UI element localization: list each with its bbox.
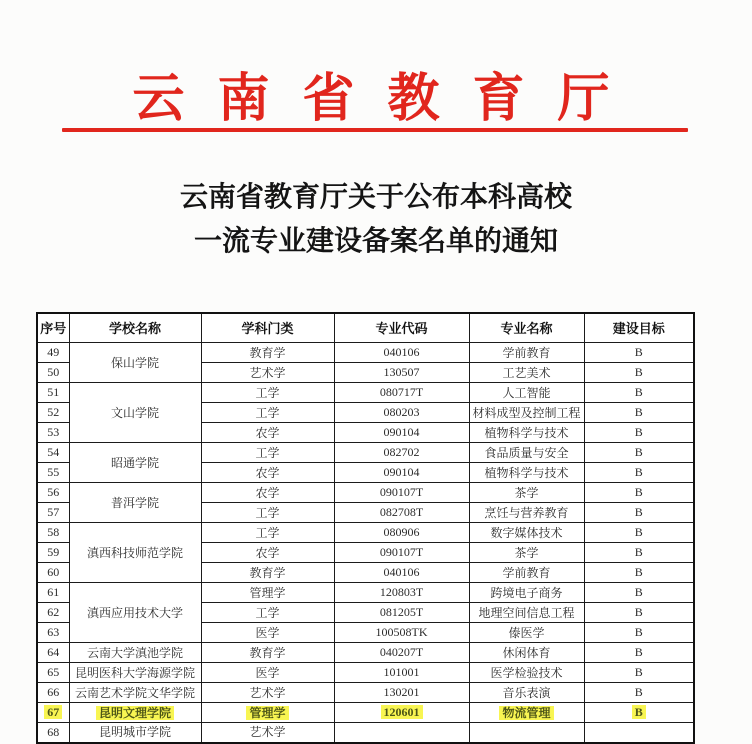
row-no-cell bbox=[37, 442, 69, 462]
category-cell-text: 医学 bbox=[255, 625, 280, 640]
major-name-cell-text: 学前教育 bbox=[502, 565, 551, 580]
major-name-cell-text: 学前教育 bbox=[502, 345, 551, 360]
table-row bbox=[37, 662, 694, 682]
header-major-name: 专业名称 bbox=[469, 313, 584, 342]
target-cell-text: B bbox=[634, 604, 643, 619]
major-name-cell-text: 音乐表演 bbox=[502, 685, 551, 700]
major-name-cell bbox=[469, 582, 584, 602]
category-cell-text: 工学 bbox=[255, 445, 280, 460]
category-cell-text: 农学 bbox=[255, 465, 280, 480]
category-cell bbox=[201, 562, 334, 582]
category-cell-text: 工学 bbox=[255, 405, 280, 420]
school-cell bbox=[69, 482, 201, 522]
row-no-cell-text: 55 bbox=[47, 464, 60, 479]
target-cell bbox=[584, 702, 694, 722]
row-no-cell-text: 53 bbox=[47, 424, 60, 439]
row-no-cell-text: 56 bbox=[47, 484, 60, 499]
school-cell bbox=[69, 442, 201, 482]
code-cell bbox=[334, 542, 469, 562]
target-cell-text: B bbox=[634, 524, 643, 539]
table-row bbox=[37, 382, 694, 402]
header-no: 序号 bbox=[37, 313, 69, 342]
category-cell bbox=[201, 502, 334, 522]
row-no-cell-text: 60 bbox=[47, 564, 60, 579]
target-cell-text: B bbox=[634, 344, 643, 359]
target-cell-text: B bbox=[634, 404, 643, 419]
category-cell-text: 农学 bbox=[255, 485, 280, 500]
category-cell-text: 艺术学 bbox=[249, 365, 286, 380]
table-row bbox=[37, 442, 694, 462]
category-cell bbox=[201, 422, 334, 442]
target-cell bbox=[584, 562, 694, 582]
row-no-cell bbox=[37, 622, 69, 642]
row-no-cell-text: 50 bbox=[47, 364, 60, 379]
category-cell-text: 教育学 bbox=[249, 345, 286, 360]
major-name-cell bbox=[469, 562, 584, 582]
school-cell-text: 云南大学滇池学院 bbox=[86, 645, 183, 660]
code-cell bbox=[334, 402, 469, 422]
row-no-cell-text: 51 bbox=[47, 384, 60, 399]
major-name-cell bbox=[469, 722, 584, 743]
target-cell-text: B bbox=[634, 584, 643, 599]
category-cell bbox=[201, 382, 334, 402]
major-name-cell-text: 植物科学与技术 bbox=[484, 465, 569, 480]
target-cell bbox=[584, 642, 694, 662]
code-cell bbox=[334, 342, 469, 362]
major-name-cell bbox=[469, 502, 584, 522]
code-cell bbox=[334, 702, 469, 722]
target-cell-text: B bbox=[634, 564, 643, 579]
row-no-cell-text: 57 bbox=[47, 504, 60, 519]
row-no-cell bbox=[37, 502, 69, 522]
school-cell-text: 昆明医科大学海源学院 bbox=[74, 665, 195, 680]
agency-header-title: 云 南 省 教 育 厅 bbox=[132, 71, 620, 128]
category-cell-text: 农学 bbox=[255, 545, 280, 560]
category-cell-text: 工学 bbox=[255, 505, 280, 520]
code-cell-text: 040106 bbox=[383, 564, 420, 579]
target-cell bbox=[584, 582, 694, 602]
category-cell-text: 管理学 bbox=[249, 585, 286, 600]
category-cell-text: 工学 bbox=[255, 525, 280, 540]
notice-title bbox=[0, 176, 752, 264]
table-row bbox=[37, 342, 694, 362]
target-cell-text: B bbox=[634, 544, 643, 559]
row-no-cell bbox=[37, 662, 69, 682]
major-name-cell-text: 材料成型及控制工程 bbox=[472, 405, 581, 420]
code-cell bbox=[334, 442, 469, 462]
code-cell-text: 082708T bbox=[379, 504, 424, 519]
row-no-cell bbox=[37, 722, 69, 743]
school-cell bbox=[69, 702, 201, 722]
major-name-cell-text: 食品质量与安全 bbox=[484, 445, 569, 460]
major-name-cell bbox=[469, 682, 584, 702]
target-cell bbox=[584, 442, 694, 462]
major-name-cell bbox=[469, 362, 584, 382]
table-row bbox=[37, 582, 694, 602]
row-no-cell-text: 52 bbox=[47, 404, 60, 419]
category-cell-text: 工学 bbox=[255, 385, 280, 400]
major-name-cell-text: 工艺美术 bbox=[502, 365, 551, 380]
code-cell bbox=[334, 662, 469, 682]
target-cell bbox=[584, 462, 694, 482]
row-no-cell-text: 63 bbox=[47, 624, 60, 639]
major-name-cell bbox=[469, 462, 584, 482]
code-cell bbox=[334, 562, 469, 582]
major-name-cell-text: 烹饪与营养教育 bbox=[484, 505, 569, 520]
category-cell bbox=[201, 362, 334, 382]
target-cell bbox=[584, 522, 694, 542]
target-cell bbox=[584, 602, 694, 622]
major-name-cell bbox=[469, 422, 584, 442]
target-cell bbox=[584, 682, 694, 702]
category-cell bbox=[201, 522, 334, 542]
row-no-cell bbox=[37, 702, 69, 722]
table-row bbox=[37, 682, 694, 702]
code-cell-text: 090104 bbox=[383, 424, 420, 439]
school-cell bbox=[69, 382, 201, 442]
target-cell-text: B bbox=[634, 684, 643, 699]
major-name-cell bbox=[469, 482, 584, 502]
school-cell-text: 昆明文理学院 bbox=[96, 706, 174, 720]
row-no-cell bbox=[37, 342, 69, 362]
target-cell bbox=[584, 422, 694, 442]
code-cell-text: 130507 bbox=[383, 364, 420, 379]
row-no-cell-text: 64 bbox=[47, 644, 60, 659]
category-cell bbox=[201, 482, 334, 502]
table-header-row bbox=[37, 313, 694, 342]
school-cell bbox=[69, 342, 201, 382]
target-cell bbox=[584, 362, 694, 382]
majors-table-body bbox=[37, 342, 694, 743]
target-cell-text: B bbox=[634, 464, 643, 479]
category-cell-text: 工学 bbox=[255, 605, 280, 620]
target-cell-text: B bbox=[634, 424, 643, 439]
school-cell bbox=[69, 522, 201, 582]
major-name-cell-text: 数字媒体技术 bbox=[490, 525, 563, 540]
category-cell bbox=[201, 722, 334, 743]
category-cell bbox=[201, 702, 334, 722]
category-cell-text: 教育学 bbox=[249, 565, 286, 580]
category-cell-text: 管理学 bbox=[246, 706, 288, 720]
target-cell-text: B bbox=[634, 444, 643, 459]
major-name-cell-text: 茶学 bbox=[514, 485, 539, 500]
major-name-cell bbox=[469, 402, 584, 422]
major-name-cell bbox=[469, 662, 584, 682]
row-no-cell bbox=[37, 362, 69, 382]
table-row bbox=[37, 702, 694, 722]
row-no-cell bbox=[37, 602, 69, 622]
category-cell-text: 艺术学 bbox=[249, 685, 286, 700]
code-cell-text: 081205T bbox=[379, 604, 424, 619]
target-cell-text: B bbox=[634, 384, 643, 399]
target-cell-text: B bbox=[634, 484, 643, 499]
row-no-cell-text: 54 bbox=[47, 444, 60, 459]
school-cell-text: 保山学院 bbox=[110, 355, 159, 370]
category-cell bbox=[201, 602, 334, 622]
code-cell-text: 090107T bbox=[379, 544, 424, 559]
header-school: 学校名称 bbox=[69, 313, 201, 342]
header-category: 学科门类 bbox=[201, 313, 334, 342]
header-code: 专业代码 bbox=[334, 313, 469, 342]
row-no-cell bbox=[37, 402, 69, 422]
school-cell-text: 昆明城市学院 bbox=[98, 724, 171, 739]
category-cell bbox=[201, 462, 334, 482]
code-cell-text: 040106 bbox=[383, 344, 420, 359]
major-name-cell bbox=[469, 382, 584, 402]
target-cell bbox=[584, 382, 694, 402]
code-cell bbox=[334, 622, 469, 642]
row-no-cell-text: 65 bbox=[47, 664, 60, 679]
code-cell bbox=[334, 682, 469, 702]
category-cell-text: 教育学 bbox=[249, 645, 286, 660]
target-cell bbox=[584, 402, 694, 422]
row-no-cell-text: 58 bbox=[47, 524, 60, 539]
major-name-cell bbox=[469, 342, 584, 362]
majors-table bbox=[36, 312, 695, 744]
table-row bbox=[37, 642, 694, 662]
row-no-cell bbox=[37, 462, 69, 482]
code-cell-text: 080717T bbox=[379, 384, 424, 399]
code-cell-text: 040207T bbox=[379, 644, 424, 659]
table-row-partial bbox=[37, 722, 694, 743]
code-cell-text: 101001 bbox=[383, 664, 420, 679]
code-cell bbox=[334, 502, 469, 522]
table-row bbox=[37, 522, 694, 542]
code-cell-text: 120803T bbox=[379, 584, 424, 599]
red-divider-rule bbox=[62, 128, 688, 132]
row-no-cell bbox=[37, 522, 69, 542]
code-cell-text: 082702 bbox=[383, 444, 420, 459]
major-name-cell bbox=[469, 642, 584, 662]
code-cell bbox=[334, 522, 469, 542]
row-no-cell-text: 59 bbox=[47, 544, 60, 559]
category-cell bbox=[201, 682, 334, 702]
row-no-cell-text: 62 bbox=[47, 604, 60, 619]
major-name-cell-text: 医学检验技术 bbox=[490, 665, 563, 680]
code-cell-text: 120601 bbox=[381, 705, 423, 719]
school-cell-text: 滇西科技师范学院 bbox=[86, 545, 183, 560]
table-row bbox=[37, 482, 694, 502]
row-no-cell-text: 67 bbox=[44, 705, 62, 719]
major-name-cell-text: 跨境电子商务 bbox=[490, 585, 563, 600]
category-cell bbox=[201, 542, 334, 562]
target-cell bbox=[584, 542, 694, 562]
code-cell-text: 090104 bbox=[383, 464, 420, 479]
notice-title-line2: 一流专业建设备案名单的通知 bbox=[193, 226, 558, 257]
code-cell bbox=[334, 602, 469, 622]
code-cell bbox=[334, 482, 469, 502]
category-cell-text: 农学 bbox=[255, 425, 280, 440]
major-name-cell-text: 傣医学 bbox=[508, 625, 545, 640]
row-no-cell bbox=[37, 542, 69, 562]
school-cell-text: 云南艺术学院文华学院 bbox=[74, 685, 195, 700]
category-cell bbox=[201, 402, 334, 422]
school-cell-text: 普洱学院 bbox=[110, 495, 159, 510]
code-cell bbox=[334, 362, 469, 382]
code-cell-text: 080203 bbox=[383, 404, 420, 419]
row-no-cell-text: 68 bbox=[47, 724, 60, 739]
row-no-cell bbox=[37, 562, 69, 582]
major-name-cell bbox=[469, 602, 584, 622]
target-cell-text: B bbox=[634, 624, 643, 639]
major-name-cell bbox=[469, 702, 584, 722]
row-no-cell-text: 61 bbox=[47, 584, 60, 599]
major-name-cell bbox=[469, 442, 584, 462]
target-cell-text: B bbox=[634, 504, 643, 519]
school-cell bbox=[69, 722, 201, 743]
category-cell-text: 艺术学 bbox=[249, 724, 286, 739]
target-cell-text: B bbox=[634, 644, 643, 659]
row-no-cell-text: 66 bbox=[47, 684, 60, 699]
major-name-cell-text: 物流管理 bbox=[499, 706, 553, 720]
school-cell bbox=[69, 682, 201, 702]
header-target: 建设目标 bbox=[584, 313, 694, 342]
major-name-cell bbox=[469, 542, 584, 562]
target-cell bbox=[584, 622, 694, 642]
major-name-cell-text: 人工智能 bbox=[502, 385, 551, 400]
code-cell-text: 130201 bbox=[383, 684, 420, 699]
code-cell-text: 080906 bbox=[383, 524, 420, 539]
notice-title-line1: 云南省教育厅关于公布本科高校 bbox=[179, 182, 572, 213]
target-cell bbox=[584, 502, 694, 522]
target-cell-text: B bbox=[632, 705, 646, 719]
target-cell-text: B bbox=[634, 664, 643, 679]
category-cell bbox=[201, 582, 334, 602]
target-cell bbox=[584, 342, 694, 362]
row-no-cell bbox=[37, 582, 69, 602]
target-cell bbox=[584, 722, 694, 743]
code-cell bbox=[334, 382, 469, 402]
row-no-cell bbox=[37, 682, 69, 702]
code-cell bbox=[334, 642, 469, 662]
major-name-cell bbox=[469, 522, 584, 542]
school-cell-text: 滇西应用技术大学 bbox=[86, 605, 183, 620]
major-name-cell bbox=[469, 622, 584, 642]
school-cell bbox=[69, 642, 201, 662]
school-cell bbox=[69, 662, 201, 682]
row-no-cell bbox=[37, 382, 69, 402]
row-no-cell bbox=[37, 422, 69, 442]
major-name-cell-text: 休闲体育 bbox=[502, 645, 551, 660]
category-cell bbox=[201, 342, 334, 362]
major-name-cell-text: 植物科学与技术 bbox=[484, 425, 569, 440]
row-no-cell-text: 49 bbox=[47, 344, 60, 359]
school-cell bbox=[69, 582, 201, 642]
code-cell bbox=[334, 422, 469, 442]
code-cell-text: 090107T bbox=[379, 484, 424, 499]
category-cell bbox=[201, 662, 334, 682]
category-cell-text: 医学 bbox=[255, 665, 280, 680]
code-cell bbox=[334, 722, 469, 743]
target-cell bbox=[584, 662, 694, 682]
target-cell bbox=[584, 482, 694, 502]
target-cell-text: B bbox=[634, 364, 643, 379]
school-cell-text: 昭通学院 bbox=[110, 455, 159, 470]
school-cell-text: 文山学院 bbox=[110, 405, 159, 420]
major-name-cell-text: 茶学 bbox=[514, 545, 539, 560]
major-name-cell-text: 地理空间信息工程 bbox=[478, 605, 575, 620]
code-cell-text: 100508TK bbox=[375, 624, 428, 639]
row-no-cell bbox=[37, 642, 69, 662]
category-cell bbox=[201, 622, 334, 642]
category-cell bbox=[201, 642, 334, 662]
code-cell bbox=[334, 582, 469, 602]
row-no-cell bbox=[37, 482, 69, 502]
code-cell bbox=[334, 462, 469, 482]
category-cell bbox=[201, 442, 334, 462]
